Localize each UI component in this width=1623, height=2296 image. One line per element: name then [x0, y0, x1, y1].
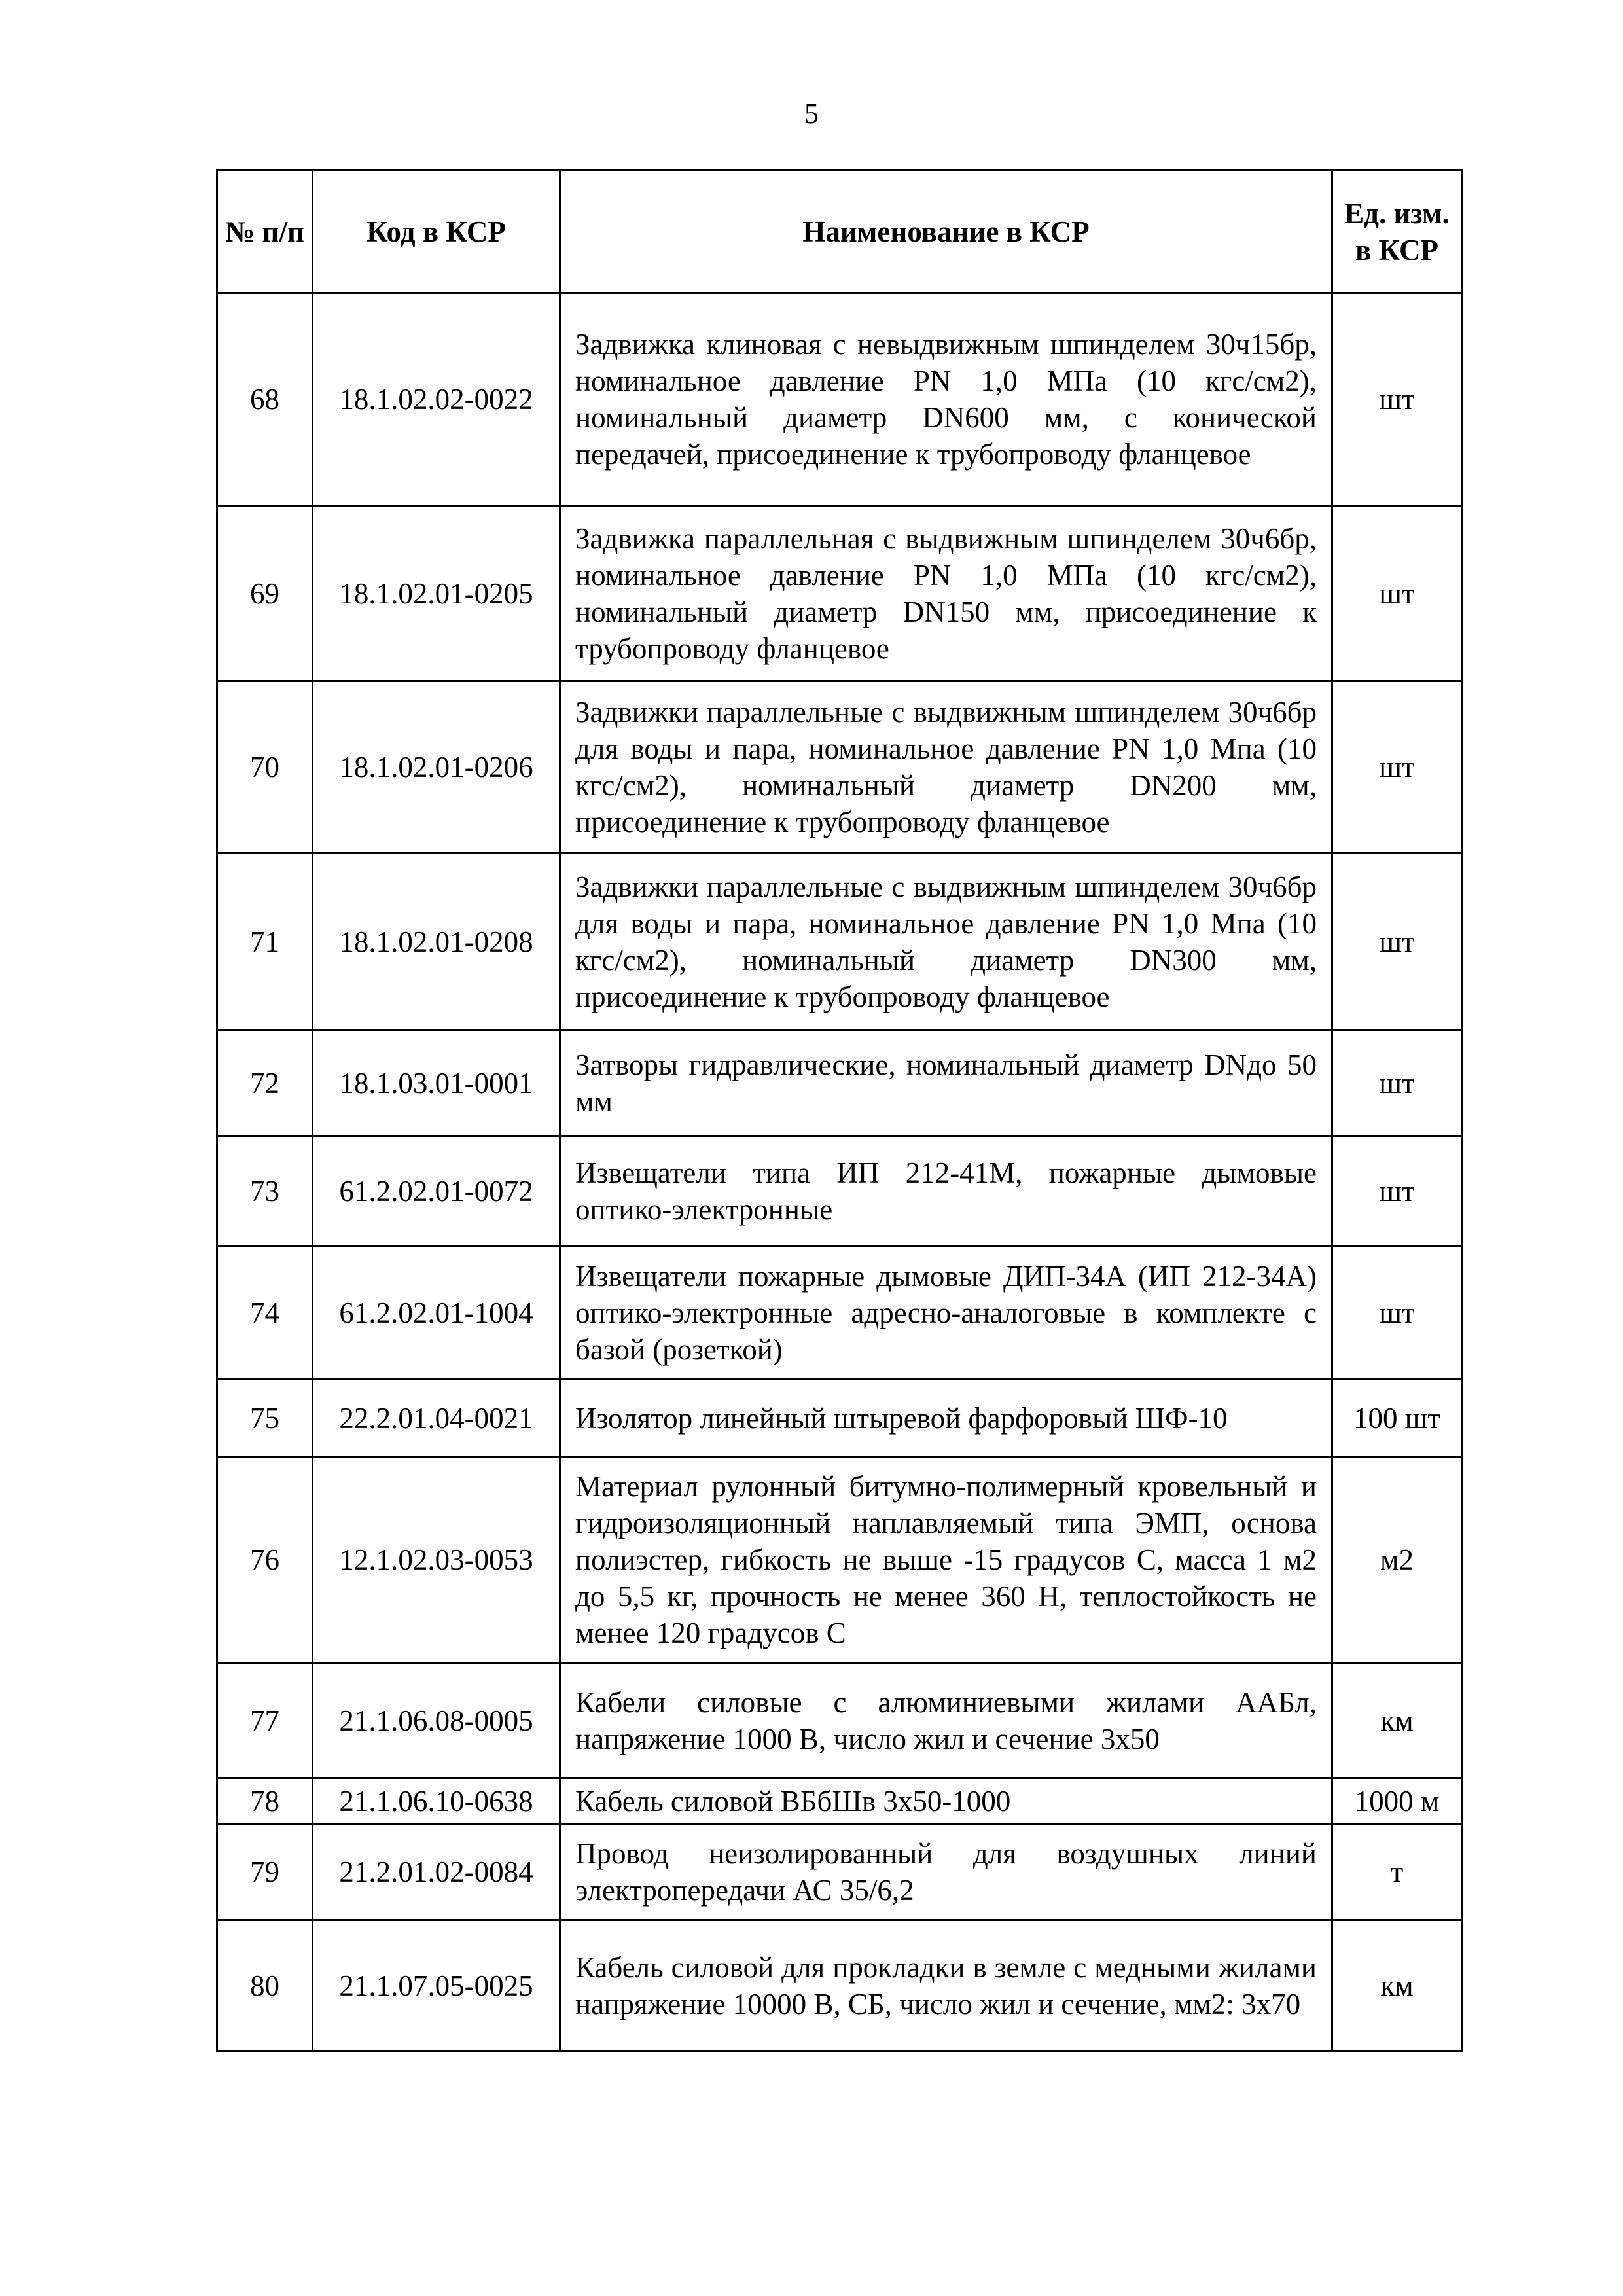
row-num: 77	[217, 1663, 313, 1778]
table-row	[217, 1246, 1462, 1380]
row-code: 18.1.03.01-0001	[313, 1030, 560, 1136]
row-name: Кабель силовой для прокладки в земле с медными жилами напряжение 10000 В, СБ, число жил и сечение, мм2: 3х70	[560, 1920, 1332, 2051]
row-name: Кабель силовой ВБбШв 3х50-1000	[560, 1778, 1332, 1824]
row-unit: км	[1332, 1663, 1462, 1778]
row-num: 74	[217, 1246, 313, 1380]
table-row	[217, 293, 1462, 506]
row-name: Кабели силовые с алюминиевыми жилами ААБл, напряжение 1000 В, число жил и сечение 3х50	[560, 1663, 1332, 1778]
table-row	[217, 1380, 1462, 1457]
row-name: Задвижки параллельные с выдвижным шпинделем 30ч6бр для воды и пара, номинальное давление PN 1,0 Мпа (10 кгс/см2), номинальный диаметр DN200 мм, присоединение к трубопроводу фланцевое	[560, 681, 1332, 853]
row-code: 21.1.07.05-0025	[313, 1920, 560, 2051]
table-row	[217, 1136, 1462, 1246]
row-code: 18.1.02.01-0208	[313, 853, 560, 1030]
row-unit: т	[1332, 1824, 1462, 1920]
row-code: 22.2.01.04-0021	[313, 1380, 560, 1457]
table-row	[217, 1030, 1462, 1136]
row-code: 61.2.02.01-0072	[313, 1136, 560, 1246]
row-name: Затворы гидравлические, номинальный диаметр DNдо 50 мм	[560, 1030, 1332, 1136]
row-code: 18.1.02.02-0022	[313, 293, 560, 506]
row-code: 18.1.02.01-0206	[313, 681, 560, 853]
ksr-table	[216, 169, 1463, 2052]
row-name: Задвижка параллельная с выдвижным шпинделем 30ч6бр, номинальное давление PN 1,0 МПа (10 кгс/см2), номинальный диаметр DN150 мм, присоединение к трубопроводу фланцевое	[560, 506, 1332, 681]
row-num: 73	[217, 1136, 313, 1246]
row-unit: шт	[1332, 506, 1462, 681]
row-unit: 100 шт	[1332, 1380, 1462, 1457]
table-row	[217, 1920, 1462, 2051]
table-row	[217, 1778, 1462, 1824]
row-unit: шт	[1332, 293, 1462, 506]
row-code: 12.1.02.03-0053	[313, 1457, 560, 1663]
row-name: Извещатели пожарные дымовые ДИП-34А (ИП 212-34А) оптико-электронные адресно-аналоговые в комплекте с базой (розеткой)	[560, 1246, 1332, 1380]
row-unit: шт	[1332, 1030, 1462, 1136]
row-num: 72	[217, 1030, 313, 1136]
row-unit: шт	[1332, 853, 1462, 1030]
row-num: 76	[217, 1457, 313, 1663]
page-number: 5	[804, 98, 819, 130]
header-num: № п/п	[217, 170, 313, 293]
row-unit: 1000 м	[1332, 1778, 1462, 1824]
table-row	[217, 1457, 1462, 1663]
row-num: 80	[217, 1920, 313, 2051]
row-code: 21.1.06.10-0638	[313, 1778, 560, 1824]
row-unit: шт	[1332, 1136, 1462, 1246]
header-code: Код в КСР	[313, 170, 560, 293]
row-unit: шт	[1332, 1246, 1462, 1380]
row-code: 18.1.02.01-0205	[313, 506, 560, 681]
row-code: 21.1.06.08-0005	[313, 1663, 560, 1778]
row-name: Извещатели типа ИП 212-41М, пожарные дымовые оптико-электронные	[560, 1136, 1332, 1246]
row-name: Задвижка клиновая с невыдвижным шпинделем 30ч15бр, номинальное давление PN 1,0 МПа (10 кгс/см2), номинальный диаметр DN600 мм, с конической передачей, присоединение к трубопроводу фланцевое	[560, 293, 1332, 506]
header-name: Наименование в КСР	[560, 170, 1332, 293]
row-num: 78	[217, 1778, 313, 1824]
row-num: 69	[217, 506, 313, 681]
row-num: 79	[217, 1824, 313, 1920]
row-num: 70	[217, 681, 313, 853]
row-code: 61.2.02.01-1004	[313, 1246, 560, 1380]
table-row	[217, 853, 1462, 1030]
table-row	[217, 506, 1462, 681]
table-row	[217, 1824, 1462, 1920]
row-name: Материал рулонный битумно-полимерный кровельный и гидроизоляционный наплавляемый типа ЭМП, основа полиэстер, гибкость не выше -15 градусов С, масса 1 м2 до 5,5 кг, прочность не менее 360 Н, теплостойкость не менее 120 градусов С	[560, 1457, 1332, 1663]
row-name: Провод неизолированный для воздушных линий электропередачи АС 35/6,2	[560, 1824, 1332, 1920]
row-num: 75	[217, 1380, 313, 1457]
row-num: 71	[217, 853, 313, 1030]
row-unit: шт	[1332, 681, 1462, 853]
row-unit: км	[1332, 1920, 1462, 2051]
row-unit: м2	[1332, 1457, 1462, 1663]
table-row	[217, 1663, 1462, 1778]
row-num: 68	[217, 293, 313, 506]
table-row	[217, 681, 1462, 853]
row-name: Изолятор линейный штыревой фарфоровый ШФ-10	[560, 1380, 1332, 1457]
row-name: Задвижки параллельные с выдвижным шпинделем 30ч6бр для воды и пара, номинальное давление PN 1,0 Мпа (10 кгс/см2), номинальный диаметр DN300 мм, присоединение к трубопроводу фланцевое	[560, 853, 1332, 1030]
row-code: 21.2.01.02-0084	[313, 1824, 560, 1920]
table-header-row	[217, 170, 1462, 293]
header-unit: Ед. изм. в КСР	[1332, 170, 1462, 293]
